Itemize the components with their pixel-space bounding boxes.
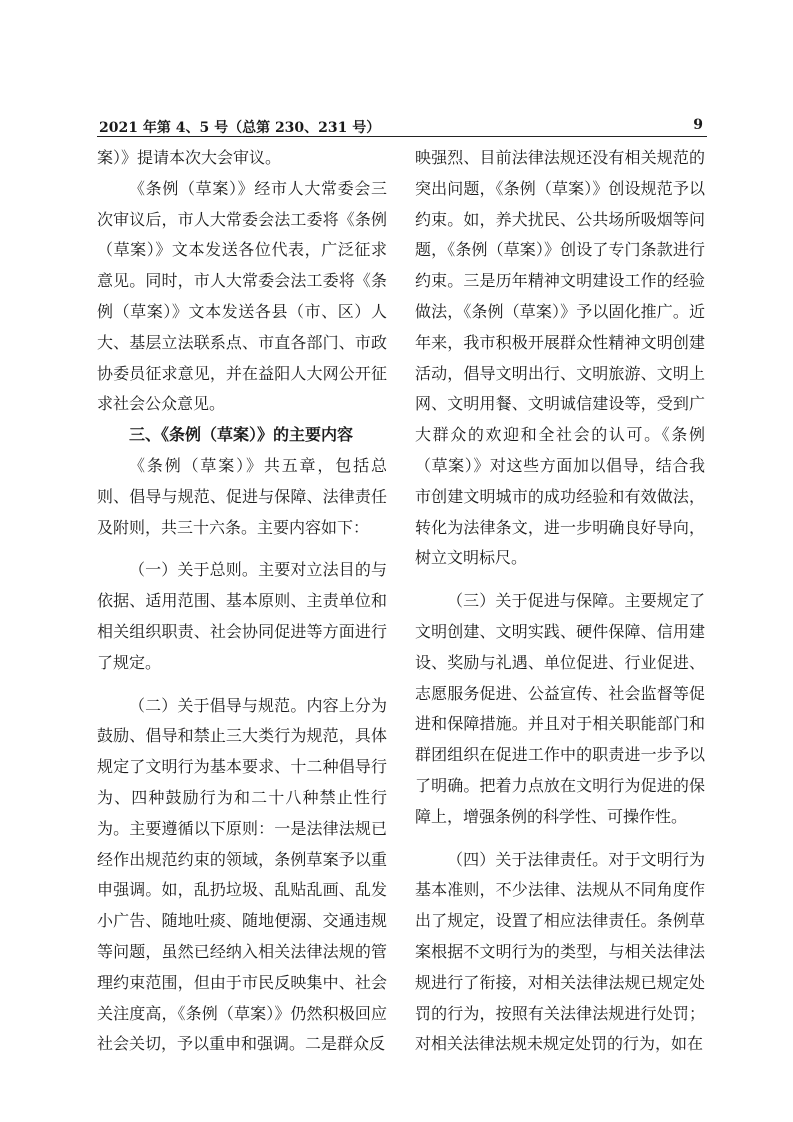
left-column [97, 143, 387, 1060]
paragraph: 《条例（草案）》共五章，包括总则、倡导与规范、促进与保障、法律责任及附则，共三十六条。主要内容如下： [97, 455, 387, 537]
paragraph [97, 691, 387, 1061]
paragraph-body: 主要对立法目的与依据、适用范围、基本原则、主责单位和相关组织职责、社会协同促进等方面进行了规定。 [97, 560, 387, 672]
paragraph: 《条例（草案）》经市人大常委会三次审议后，市人大常委会法工委将《条例（草案）》文本发送各位代表，广泛征求意见。同时，市人大常委会法工委将《条例（草案）》文本发送各县（市、区）人大、基层立法联系点、市直各部门、市政协委员征求意见，并在益阳人大网公开征求社会公众意见。 [97, 178, 387, 414]
subsection-lead: （三）关于促进与保障。 [447, 591, 625, 611]
subsection-lead: （一）关于总则。 [129, 560, 259, 580]
header-rule [97, 136, 707, 137]
paragraph: 映强烈、目前法律法规还没有相关规范的突出问题，《条例（草案）》创设规范予以约束。如，养犬扰民、公共场所吸烟等问题，《条例（草案）》创设了专门条款进行约束。三是历年精神文明建设工作的经验做法，《条例（草案）》予以固化推广。近年来，我市积极开展群众性精神文明创建活动，倡导文明出行、文明旅游、文明上网、文明用餐、文明诚信建设等，受到广大群众的欢迎和全社会的认可。《条例（草案）》对这些方面加以倡导，结合我市创建文明城市的成功经验和有效做法，转化为法律条文，进一步明确良好导向，树立文明标尺。 [415, 148, 705, 568]
section-heading: 三、《条例（草案）》的主要内容 [129, 425, 354, 445]
paragraph [415, 586, 705, 832]
paragraph [415, 845, 705, 1061]
page-number: 9 [693, 117, 703, 133]
paragraph-body: 主要规定了文明创建、文明实践、硬件保障、信用建设、奖励与礼遇、单位促进、行业促进、志愿服务促进、公益宣传、社会监督等促进和保障措施。并且对于相关职能部门和群团组织在促进工作中的职责进一步予以了明确。把着力点放在文明行为促进的保障上，增强条例的科学性、可操作性。 [415, 591, 705, 826]
subsection-lead: （二）关于倡导与规范。 [129, 695, 307, 715]
paragraph: 案）》提请本次大会审议。 [97, 148, 282, 167]
issue-label: 2021 年第 4、5 号（总第 230、231 号） [99, 120, 381, 136]
running-header [97, 114, 707, 136]
paragraph-body: 对于文明行为基本准则，不少法律、法规从不同角度作出了规定，设置了相应法律责任。条例草案根据不文明行为的类型，与相关法律法规进行了衔接，对相关法律法规已规定处罚的行为，按照有关法律法规进行处罚；对相关法律法规未规定处罚的行为，如在 [415, 849, 705, 1054]
right-column [415, 143, 705, 1060]
subsection-lead: （四）关于法律责任。 [447, 849, 609, 869]
paragraph [97, 555, 387, 678]
paragraph-body: 内容上分为鼓励、倡导和禁止三大类行为规范，具体规定了文明行为基本要求、十二种倡导行为、四种鼓励行为和二十八种禁止性行为。主要遵循以下原则：一是法律法规已经作出规范约束的领域，条例草案予以重申强调。如，乱扔垃圾、乱贴乱画、乱发小广告、随地吐痰、随地便溺、交通违规等问题，虽然已经纳入相关法律法规的管理约束范围，但由于市民反映集中、社会关注度高，《条例（草案）》仍然积极回应社会关切，予以重申和强调。二是群众反 [97, 695, 387, 1054]
